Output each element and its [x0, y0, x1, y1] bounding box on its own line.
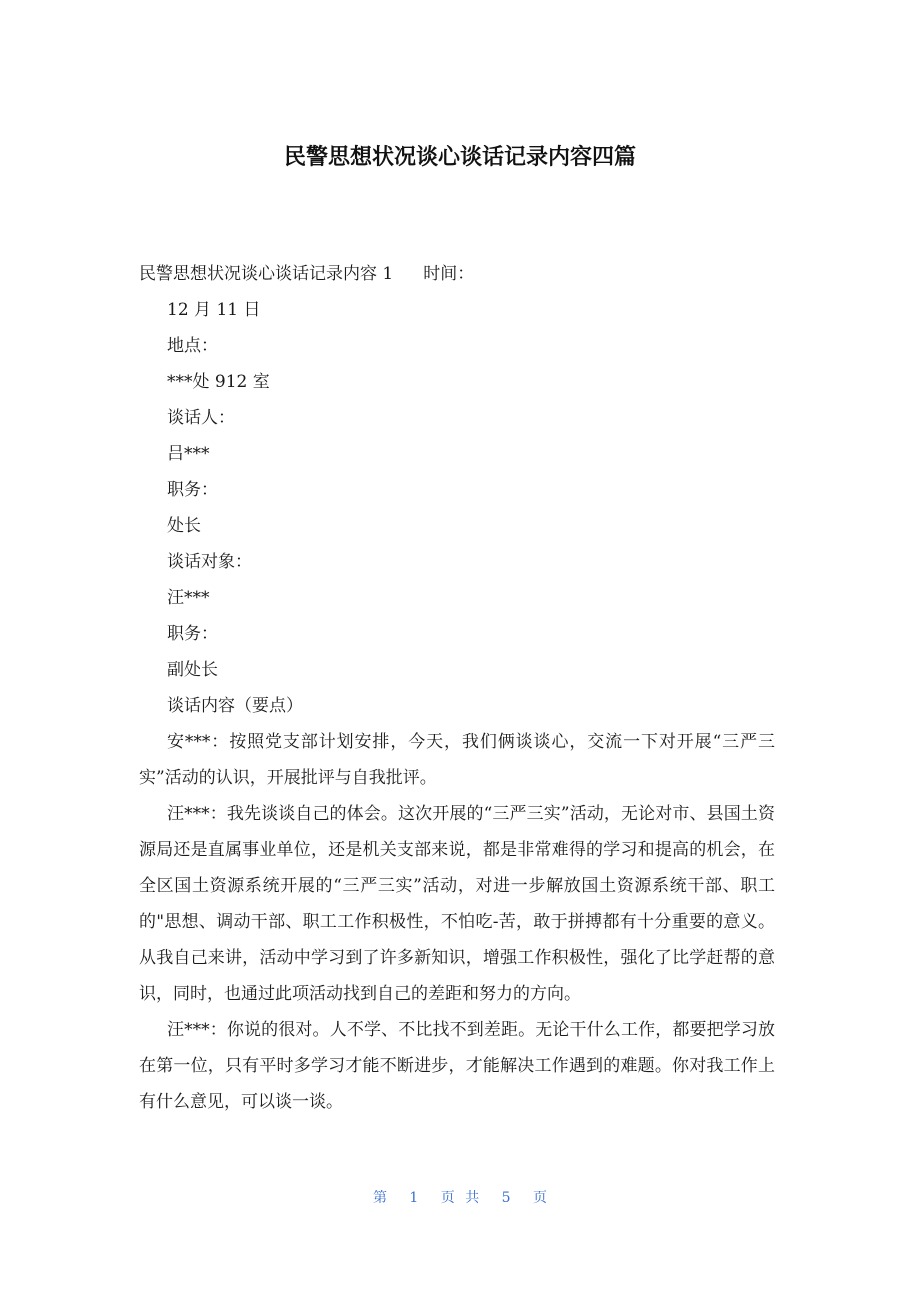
dialogue-paragraph-3: 汪***：你说的很对。人不学、不比找不到差距。无论干什么工作，都要把学习放在第一位，只有平时多学习才能不断进步，才能解决工作遇到的难题。你对我工作上有什么意见，可以谈一谈。 [139, 1020, 775, 1112]
footer-prefix: 第 [372, 1190, 387, 1206]
page-footer [0, 1186, 920, 1210]
target-value: 汪*** [167, 588, 210, 608]
target-title-label: 职务： [167, 624, 218, 644]
footer-suffix: 页 [533, 1190, 548, 1206]
section-heading-line [139, 256, 775, 292]
speaker-label: 谈话人： [167, 408, 235, 428]
section-heading: 民警思想状况谈心谈话记录内容 1 [139, 264, 394, 284]
date-value: 12 月 11 日 [167, 300, 261, 320]
document-title: 民警思想状况谈心谈话记录内容四篇 [283, 145, 636, 170]
document-body [139, 256, 775, 1120]
footer-total-pages: 5 [501, 1190, 511, 1206]
speaker-value: 吕*** [167, 444, 210, 464]
target-label: 谈话对象： [167, 552, 252, 572]
content-label: 谈话内容（要点） [167, 696, 303, 716]
target-title-value: 副处长 [167, 660, 218, 680]
dialogue-paragraph-2: 汪***：我先谈谈自己的体会。这次开展的“三严三实”活动，无论对市、县国土资源局还是直属事业单位，还是机关支部来说，都是非常难得的学习和提高的机会，在全区国土资源系统开展的“三严三实”活动，对进一步解放国土资源系统干部、职工的"思想、调动干部、职工工作积极性，不怕吃-苦，敢于拼搏都有十分重要的意义。从我自己来讲，活动中学习到了许多新知识，增强工作积极性，强化了比学赶帮的意识，同时，也通过此项活动找到自己的差距和努力的方向。 [139, 804, 775, 1004]
speaker-title-label: 职务： [167, 480, 218, 500]
location-label: 地点： [167, 336, 218, 356]
footer-middle: 页 共 [440, 1190, 480, 1206]
time-label: 时间： [423, 264, 475, 284]
location-value: ***处 912 室 [167, 372, 270, 392]
footer-current-page: 1 [409, 1190, 419, 1206]
dialogue-paragraph-1: 安***：按照党支部计划安排，今天，我们俩谈谈心，交流一下对开展“三严三实”活动的认识，开展批评与自我批评。 [139, 732, 775, 788]
speaker-title-value: 处长 [167, 516, 201, 536]
